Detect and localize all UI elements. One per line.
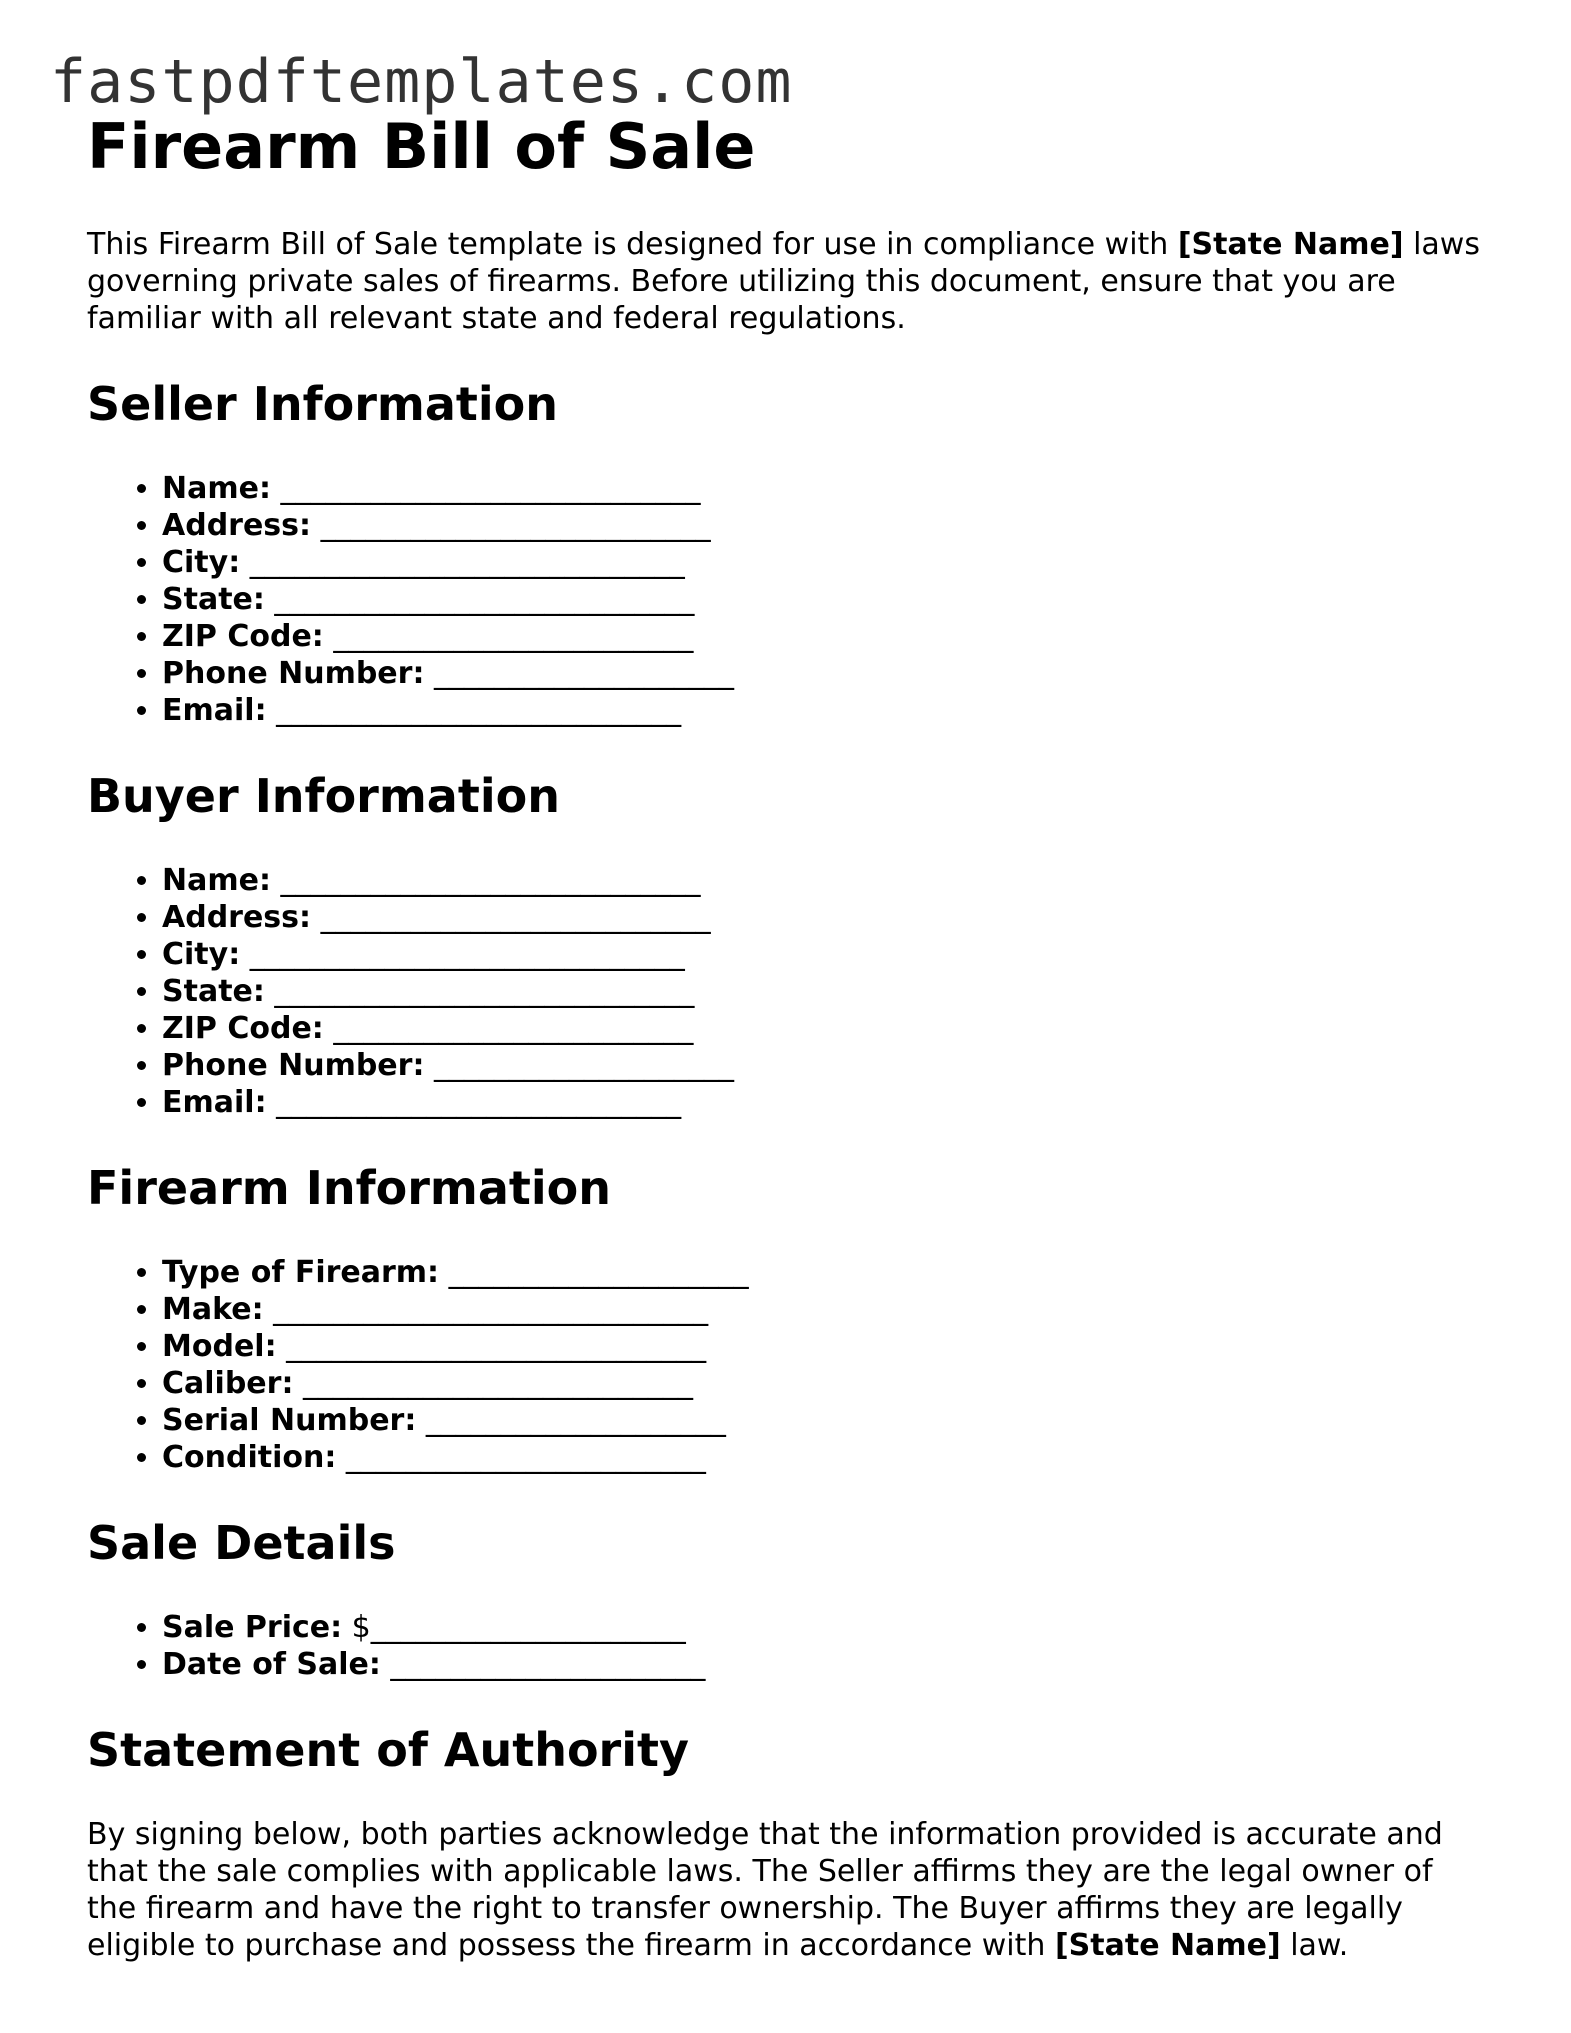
intro-paragraph [87,226,1487,337]
firearm-condition-field[interactable] [162,1439,1487,1476]
buyer-state-field[interactable] [162,973,1487,1010]
firearm-model-field[interactable] [162,1328,1487,1365]
seller-heading: Seller Information [87,377,559,431]
firearm-caliber-field[interactable] [162,1365,1487,1402]
field-blank: ________________________ [323,1011,694,1046]
watermark-text: fastpdftemplates.com [50,47,793,117]
field-blank: ____________________________ [276,1329,707,1364]
field-blank: ____________________________ [264,974,695,1009]
buyer-phone-field[interactable] [162,1047,1487,1084]
field-blank: ________________________ [323,619,694,654]
field-label: Condition: [162,1440,337,1475]
buyer-field-list [87,862,1487,1121]
field-blank: ____________________________ [270,471,701,506]
intro-state-placeholder: [State Name] [1177,227,1404,262]
seller-address-field[interactable] [162,507,1487,544]
field-blank: ___________________________ [266,1085,682,1120]
field-blank: _____________________________ [240,545,685,580]
field-label: Make: [162,1292,264,1327]
sale-heading: Sale Details [87,1516,396,1570]
seller-name-field[interactable] [162,470,1487,507]
seller-phone-field[interactable] [162,655,1487,692]
sale-field-list [87,1609,1487,1683]
field-label: City: [162,937,241,972]
field-label: Name: [162,863,271,898]
field-blank: ____________________________ [270,863,701,898]
field-blank: __________________________ [311,900,711,935]
sale-date-field[interactable] [162,1646,1487,1683]
field-label: Phone Number: [162,1048,425,1083]
field-blank: ____________________ [424,656,734,691]
field-label: Caliber: [162,1366,294,1401]
firearm-type-field[interactable] [162,1254,1487,1291]
buyer-heading: Buyer Information [87,769,560,823]
firearm-make-field[interactable] [162,1291,1487,1328]
buyer-zip-field[interactable] [162,1010,1487,1047]
authority-text-1: By signing below, both parties acknowledge that the information provided is accurate and that the sale complies with applicable laws. The Seller affirms they are the legal owner of the firearm and have the right to transfer ownership. The Buyer affirms they are legally eligible to purchase and possess the firearm in accordance with [87,1817,1443,1963]
field-label: ZIP Code: [162,619,324,654]
field-label: Email: [162,1085,267,1120]
field-label: State: [162,974,265,1009]
field-blank: ____________________ [424,1048,734,1083]
intro-text-1: This Firearm Bill of Sale template is designed for use in compliance with [87,227,1178,262]
field-blank: ____________________________ [264,582,695,617]
field-label: City: [162,545,241,580]
field-blank: ________________________ [336,1440,706,1475]
field-label: Name: [162,471,271,506]
firearm-heading: Firearm Information [87,1161,611,1215]
field-label: Serial Number: [162,1403,417,1438]
firearm-serial-field[interactable] [162,1402,1487,1439]
intro-text-2: laws governing private sales of firearms. Before utilizing this document, ensure that you are familiar with all relevant state and federal regulations. [87,227,1480,336]
field-blank: _____________________ [380,1647,706,1682]
field-label: Phone Number: [162,656,425,691]
authority-state-placeholder: [State Name] [1054,1928,1281,1963]
field-label: State: [162,582,265,617]
buyer-email-field[interactable] [162,1084,1487,1121]
seller-zip-field[interactable] [162,618,1487,655]
field-blank: ____________________ [439,1255,749,1290]
buyer-name-field[interactable] [162,862,1487,899]
field-label: Sale Price: [162,1610,343,1645]
field-blank: __________________________ [293,1366,693,1401]
field-label: Type of Firearm: [162,1255,440,1290]
field-label: Model: [162,1329,277,1364]
field-blank: __________________________ [311,508,711,543]
buyer-city-field[interactable] [162,936,1487,973]
seller-state-field[interactable] [162,581,1487,618]
field-label: ZIP Code: [162,1011,324,1046]
page-title: Firearm Bill of Sale [87,110,756,183]
buyer-address-field[interactable] [162,899,1487,936]
firearm-field-list [87,1254,1487,1476]
field-blank: _____________________________ [240,937,685,972]
field-blank: $_____________________ [342,1610,686,1645]
field-blank: ___________________________ [266,693,682,728]
document-body [87,108,1487,1964]
field-label: Address: [162,900,312,935]
seller-city-field[interactable] [162,544,1487,581]
sale-price-field[interactable] [162,1609,1487,1646]
authority-text-2: law. [1280,1928,1349,1963]
field-blank: _____________________________ [263,1292,709,1327]
field-label: Address: [162,508,312,543]
authority-heading: Statement of Authority [87,1723,689,1777]
seller-email-field[interactable] [162,692,1487,729]
field-label: Date of Sale: [162,1647,381,1682]
field-blank: ____________________ [416,1403,726,1438]
field-label: Email: [162,693,267,728]
authority-paragraph [87,1816,1487,1964]
seller-field-list [87,470,1487,729]
